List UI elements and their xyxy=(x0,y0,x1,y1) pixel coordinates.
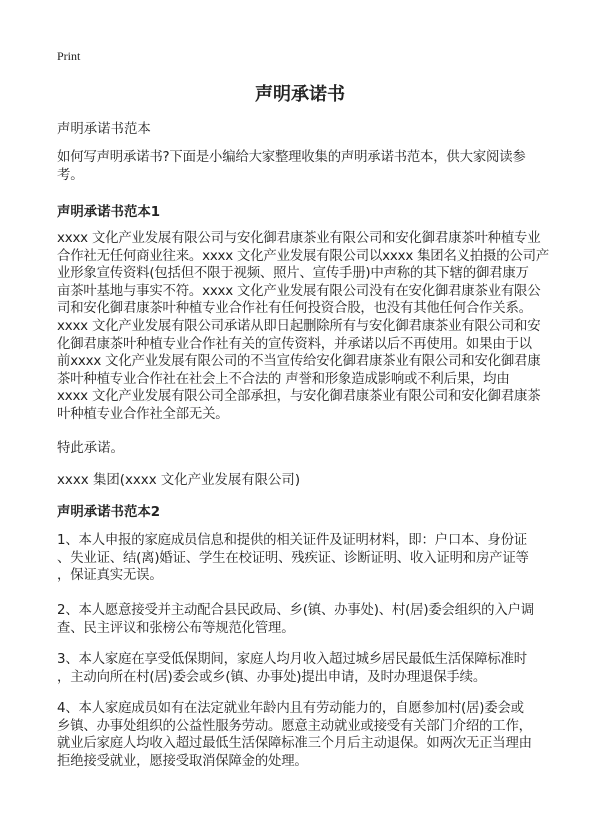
section1-signature: xxxx 集团(xxxx 文化产业发展有限公司) xyxy=(57,473,301,488)
document-title: 声明承诺书 xyxy=(255,84,345,105)
section1-closing: 特此承诺。 xyxy=(57,441,124,456)
text-line: 查、民主评议和张榜公布等规范化管理。 xyxy=(57,620,295,636)
text-line: 乡镇、办事处组织的公益性服务劳动。愿意主动就业或接受有关部门介绍的工作， xyxy=(57,718,532,734)
text-line: 叶种植专业合作社全部无关。 xyxy=(57,406,229,422)
text-line: 化御君康茶叶种植专业合作社有关的宣传资料，并承诺以后不再使用。如果由于以 xyxy=(57,336,532,352)
section1-body xyxy=(57,230,549,424)
text-line: xxxx 文化产业发展有限公司承诺从即日起删除所有与安化御君康茶业有限公司和安 xyxy=(57,318,541,334)
section2-item-1 xyxy=(57,532,529,585)
text-line: 2、本人愿意接受并主动配合县民政局、乡(镇、办事处)、村(居)委会组织的入户调 xyxy=(57,603,534,618)
text-line: 前xxxx 文化产业发展有限公司的不当宣传给安化御君康茶业有限公司和安化御君康 xyxy=(57,354,541,370)
text-line: 3、本人家庭在享受低保期间，家庭人均月收入超过城乡居民最低生活保障标准时 xyxy=(57,652,527,667)
text-line: 拒绝接受就业，愿接受取消保障金的处理。 xyxy=(57,753,308,769)
text-line: 、失业证、结(离)婚证、学生在校证明、残疾证、诊断证明、收入证明和房产证等 xyxy=(57,550,529,566)
text-line: xxxx 文化产业发展有限公司与安化御君康茶业有限公司和安化御君康茶叶种植专业 xyxy=(57,231,541,246)
text-line: 1、本人申报的家庭成员信息和提供的相关证件及证明材料，即：户口本、身份证 xyxy=(57,533,527,548)
section2-item-2 xyxy=(57,602,534,637)
text-line: 如何写声明承诺书?下面是小编给大家整理收集的声明承诺书范本，供大家阅读参 xyxy=(57,150,526,165)
section2-item-4 xyxy=(57,700,532,770)
text-line: 4、本人家庭成员如有在法定就业年龄内且有劳动能力的，自愿参加村(居)委会或 xyxy=(57,701,524,716)
text-line: 司和安化御君康茶叶种植专业合作社有任何投资合股，也没有其他任何合作关系。 xyxy=(57,301,532,317)
text-line: 业形象宣传资料(包括但不限于视频、照片、宣传手册)中声称的其下辖的御君康万 xyxy=(57,266,529,282)
text-line: ，主动向所在村(居)委会或乡(镇、办事处)提出申请，及时办理退保手续。 xyxy=(57,669,487,685)
text-line: 就业后家庭人均收入超过最低生活保障标准三个月后主动退保。如两次无正当理由 xyxy=(57,736,532,752)
text-line: 合作社无任何商业往来。xxxx 文化产业发展有限公司以xxxx 集团名义拍摄的公司产 xyxy=(57,248,550,264)
print-link[interactable]: Print xyxy=(57,49,81,63)
text-line: 考。 xyxy=(57,167,84,183)
section2-heading: 声明承诺书范本2 xyxy=(57,505,161,520)
text-line: xxxx 文化产业发展有限公司全部承担，与安化御君康茶业有限公司和安化御君康茶 xyxy=(57,389,541,405)
section2-item-3 xyxy=(57,651,527,686)
intro-paragraph xyxy=(57,149,526,184)
section1-heading: 声明承诺书范本1 xyxy=(57,205,161,220)
text-line: 亩茶叶基地与事实不符。xxxx 文化产业发展有限公司没有在安化御君康茶业有限公 xyxy=(57,283,541,299)
document-subtitle: 声明承诺书范本 xyxy=(57,122,151,137)
text-line: 茶叶种植专业合作社在社会上不合法的 声誉和形象造成影响或不利后果，均由 xyxy=(57,371,510,387)
text-line: ，保证真实无误。 xyxy=(57,568,163,584)
